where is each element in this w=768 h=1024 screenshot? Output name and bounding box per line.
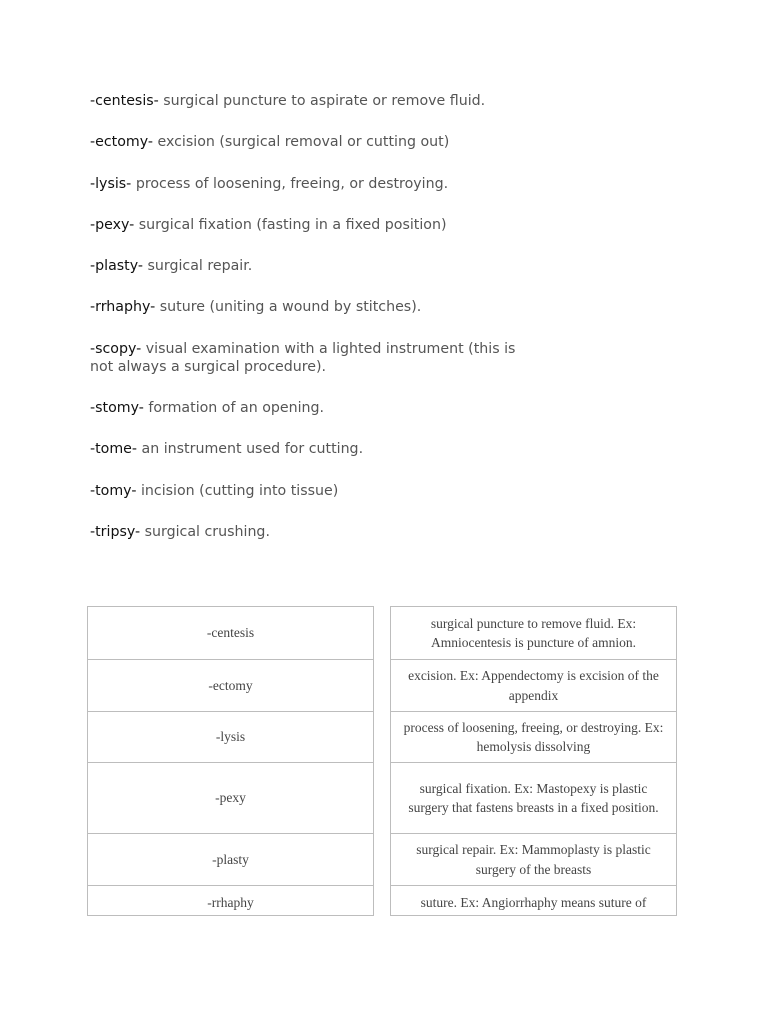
definition-text: visual examination with a lighted instrument (this is not always a surgical procedure). bbox=[90, 340, 516, 375]
suffix-cell: -plasty bbox=[88, 833, 373, 885]
meaning-cell: process of loosening, freeing, or destroying. Ex: hemolysis dissolving bbox=[391, 711, 676, 762]
definition-term: -stomy- bbox=[90, 400, 144, 417]
definition-item bbox=[90, 216, 530, 234]
definition-term: -centesis- bbox=[90, 93, 159, 109]
meaning-column bbox=[390, 606, 677, 916]
definition-item bbox=[90, 399, 530, 417]
meaning-cell: surgical fixation. Ex: Mastopexy is plastic surgery that fastens breasts in a fixed position. bbox=[391, 762, 676, 833]
suffix-cell: -rrhaphy bbox=[88, 885, 373, 915]
definition-text: surgical puncture to aspirate or remove fluid. bbox=[158, 93, 486, 109]
definition-item bbox=[90, 257, 530, 275]
meaning-cell: surgical puncture to remove fluid. Ex: Amniocentesis is puncture of amnion. bbox=[430, 615, 637, 650]
definition-text: surgical crushing. bbox=[140, 523, 270, 540]
definition-term: -tome- bbox=[90, 441, 138, 458]
suffix-column bbox=[87, 606, 374, 916]
definition-term: -scopy- bbox=[90, 340, 142, 357]
definition-item bbox=[90, 440, 530, 458]
meaning-cell: surgical repair. Ex: Mammoplasty is plastic surgery of the breasts bbox=[391, 833, 676, 885]
definition-term: -rrhaphy- bbox=[90, 299, 156, 316]
definition-item bbox=[90, 340, 530, 376]
definition-term: -ectomy- bbox=[90, 134, 153, 151]
definition-item bbox=[90, 523, 530, 541]
suffix-cell: -pexy bbox=[88, 762, 373, 833]
definition-text: process of loosening, freeing, or destroying. bbox=[131, 175, 449, 192]
definition-text: formation of an opening. bbox=[143, 400, 325, 417]
definition-list bbox=[90, 92, 530, 564]
meaning-cell: excision. Ex: Appendectomy is excision of the appendix bbox=[391, 659, 676, 711]
definition-term: -lysis- bbox=[90, 175, 132, 192]
definition-item bbox=[90, 133, 530, 151]
definition-text: excision (surgical removal or cutting out) bbox=[152, 134, 450, 151]
definition-item bbox=[90, 175, 530, 193]
definition-text: an instrument used for cutting. bbox=[137, 441, 364, 458]
definition-text: incision (cutting into tissue) bbox=[136, 482, 339, 499]
definition-text: suture (uniting a wound by stitches). bbox=[155, 299, 422, 316]
definition-term: -tomy- bbox=[90, 482, 137, 499]
meaning-cell: suture. Ex: Angiorrhaphy means suture of bbox=[391, 885, 676, 915]
definition-item bbox=[90, 298, 530, 316]
definition-item bbox=[90, 92, 530, 110]
definition-item bbox=[90, 482, 530, 500]
definition-term: -plasty- bbox=[90, 258, 143, 275]
definition-text: surgical fixation (fasting in a fixed position) bbox=[134, 216, 447, 233]
definition-text: surgical repair. bbox=[142, 258, 253, 275]
suffix-cell: -centesis bbox=[206, 625, 255, 641]
suffix-cell: -lysis bbox=[88, 711, 373, 762]
definition-term: -pexy- bbox=[90, 216, 135, 233]
definition-term: -tripsy- bbox=[90, 523, 141, 540]
suffix-cell: -ectomy bbox=[88, 659, 373, 711]
